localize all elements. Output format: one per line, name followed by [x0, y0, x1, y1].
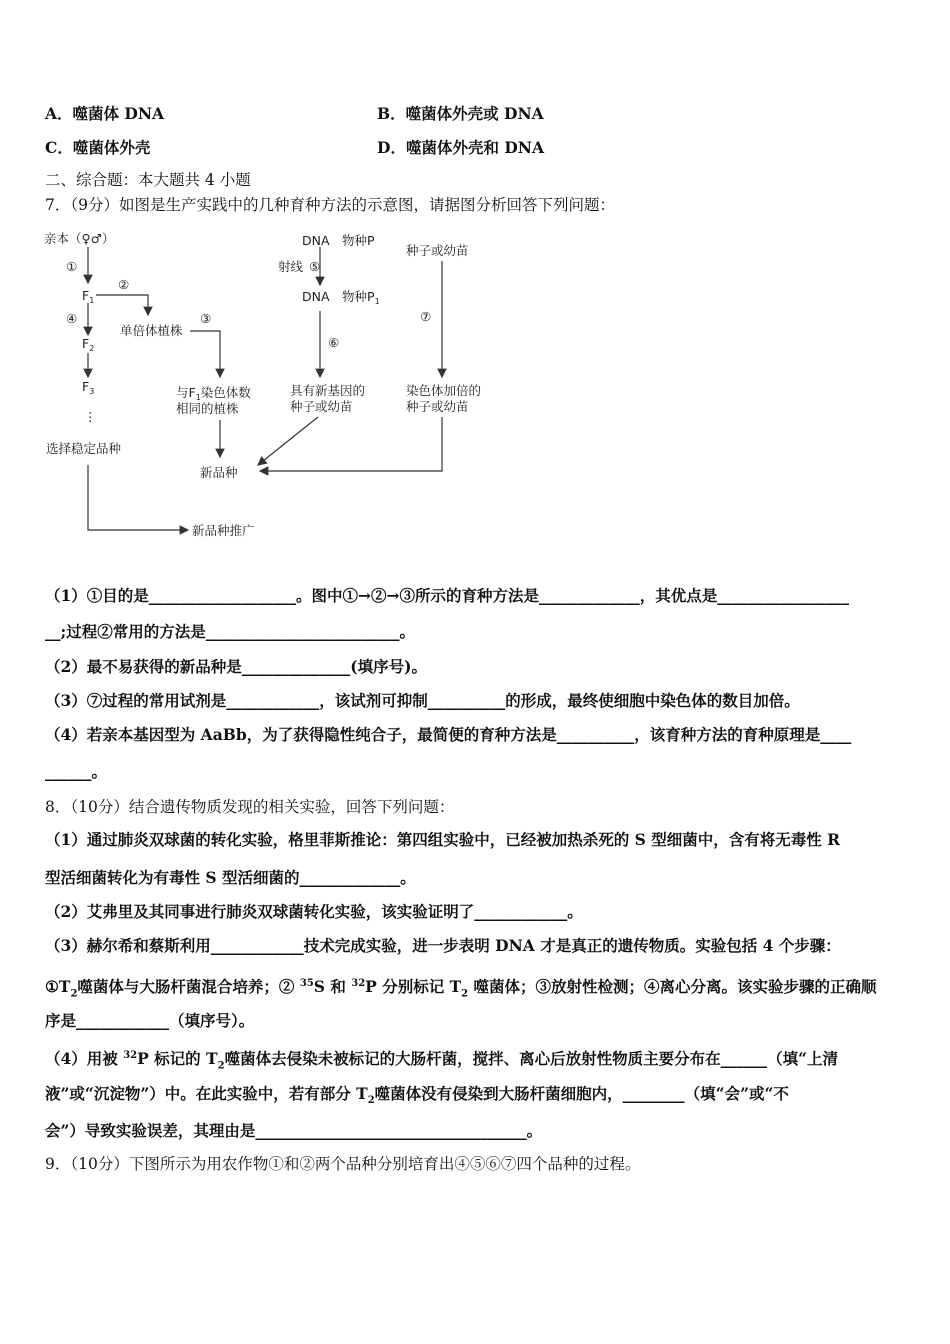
q7-sub4-line2: ______。 — [45, 762, 108, 781]
diagram-f3: $F_3$ — [82, 379, 95, 396]
q9-stem: 9．（10分）下图所示为用农作物①和②两个品种分别培育出④⑤⑥⑦四个品种的过程。 — [45, 1155, 641, 1173]
diagram-step6: ⑥ — [328, 335, 340, 350]
q8-sub3-line1: （3）赫尔希和蔡斯利用____________技术完成实验，进一步表明 DNA 才是真正的遗传物质。实验包括 4 个步骤： — [45, 936, 841, 955]
option-d: D．噬菌体外壳和 DNA — [377, 138, 544, 157]
q8-sub4-line1: （4）用被 $^{32}$P 标记的 $T_2$噬菌体去侵染未被标记的大肠杆菌，搅拌、离心后放射性物质主要分布在______（填“上清 — [45, 1049, 838, 1072]
q8-sub1-line1: （1）通过肺炎双球菌的转化实验，格里菲斯推论：第四组实验中，已经被加热杀死的 S 型细菌中，含有将无毒性 R — [45, 830, 841, 849]
diagram-doubled-1: 染色体加倍的 — [406, 383, 482, 398]
q8-sub3-line2: $①T_2$噬菌体与大肠杆菌混合培养；② $^{35}$S 和 $^{32}$P 分别标记 $T_2$ 噬菌体；③放射性检测；④离心分离。该实验步骤的正确顺 — [45, 977, 877, 1000]
diagram-parent: 亲本（♀♂） — [44, 231, 115, 246]
diagram-step1: ① — [66, 259, 78, 274]
q7-sub3: （3）⑦过程的常用试剂是____________，该试剂可抑制__________的形成，最终使细胞中染色体的数目加倍。 — [45, 691, 800, 710]
diagram-new-gene-1: 具有新基因的 — [290, 383, 366, 398]
q8-sub4-line3: 会”）导致实验误差，其理由是___________________________________。 — [45, 1121, 543, 1140]
q8-stem: 8．（10分）结合遗传物质发现的相关实验，回答下列问题： — [45, 798, 455, 816]
diagram-dna-p1: DNA 物种$P_1$ — [302, 289, 380, 306]
q7-sub2: （2）最不易获得的新品种是______________(填序号)。 — [45, 657, 427, 676]
diagram-f2: $F_2$ — [82, 336, 95, 353]
q8-sub1-line2: 型活细菌转化为有毒性 S 型活细菌的_____________。 — [45, 868, 416, 887]
q8-sub4-line2: 液”或“沉淀物”）中。在此实验中，若有部分 $T_2$噬菌体没有侵染到大肠杆菌细胞内，________（填“会”或“不 — [45, 1084, 789, 1107]
option-c: C．噬菌体外壳 — [45, 138, 151, 157]
diagram-f1: $F_1$ — [82, 288, 95, 305]
breeding-diagram — [40, 225, 520, 555]
diagram-step3: ③ — [200, 311, 212, 326]
diagram-haploid: 单倍体植株 — [120, 323, 183, 338]
q7-sub4-line1: （4）若亲本基因型为 AaBb，为了获得隐性纯合子，最简便的育种方法是__________，该育种方法的育种原理是____ — [45, 725, 852, 744]
diagram-same-chrom-2: 相同的植株 — [176, 401, 239, 416]
q7-sub1-line2: __;过程②常用的方法是_________________________。 — [45, 622, 415, 641]
q8-sub2: （2）艾弗里及其同事进行肺炎双球菌转化实验，该实验证明了____________。 — [45, 902, 583, 921]
q8-sub3-line3: 序是____________（填序号）。 — [45, 1011, 255, 1030]
diagram-step4: ④ — [66, 311, 78, 326]
diagram-doubled-2: 种子或幼苗 — [406, 399, 469, 414]
diagram-dots: ⋮ — [84, 409, 97, 424]
diagram-step7: ⑦ — [420, 309, 432, 324]
diagram-promotion: 新品种推广 — [192, 523, 255, 538]
q7-sub1-line1: （1）①目的是___________________。图中①→②→③所示的育种方法是_____________，其优点是_________________ — [45, 586, 850, 605]
q7-stem: 7．（9分）如图是生产实践中的几种育种方法的示意图，请据图分析回答下列问题： — [45, 196, 615, 214]
option-b: B．噬菌体外壳或 DNA — [377, 104, 544, 123]
option-a: A．噬菌体 DNA — [45, 104, 165, 123]
diagram-select: 选择稳定品种 — [46, 441, 122, 456]
section-heading: 二、综合题：本大题共 4 小题 — [45, 171, 251, 189]
diagram-new-variety: 新品种 — [200, 465, 238, 480]
diagram-radiation: 射线 ⑤ — [278, 259, 321, 274]
diagram-new-gene-2: 种子或幼苗 — [290, 399, 353, 414]
diagram-dna-p: DNA 物种P — [302, 233, 375, 248]
diagram-same-chrom-1: 与$F_1$染色体数 — [176, 385, 251, 402]
diagram-step2: ② — [118, 277, 130, 292]
diagram-seed: 种子或幼苗 — [406, 243, 469, 258]
